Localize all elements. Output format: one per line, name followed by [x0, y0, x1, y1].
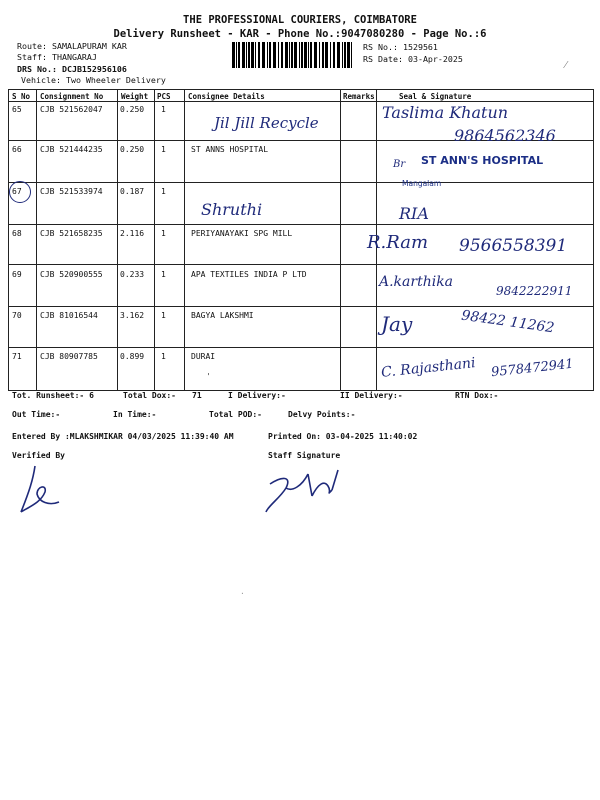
- row-pcs: 1: [161, 270, 166, 279]
- col-remarks: Remarks: [343, 92, 375, 101]
- delvy-points: Delvy Points:-: [288, 410, 356, 419]
- runsheet-table: [8, 89, 594, 391]
- verifier-signature: [15, 462, 65, 518]
- pen-mark: ⁄: [565, 60, 567, 71]
- row-weight: 0.233: [120, 270, 145, 279]
- runsheet-subtitle: Delivery Runsheet - KAR - Phone No.:9047080280 - Page No.:6: [113, 28, 487, 40]
- rs-date: RS Date: 03-Apr-2025: [363, 54, 463, 64]
- row-weight: 0.250: [120, 145, 145, 154]
- row-sno: 67: [12, 187, 22, 196]
- row-consignment: CJB 80907785: [40, 352, 98, 361]
- handwritten-signature: Taslima Khatun: [382, 103, 509, 122]
- route-label: Route: SAMALAPURAM KAR: [17, 41, 127, 51]
- handwritten-signature: R.Ram: [367, 232, 429, 253]
- stray-mark: ': [206, 372, 211, 381]
- row-consignee: PERIYANAYAKI SPG MILL: [191, 229, 293, 238]
- handwritten-signature: Jay: [381, 312, 413, 336]
- row-pcs: 1: [161, 187, 166, 196]
- in-time: In Time:-: [113, 410, 157, 419]
- total-dox-value: 71: [192, 391, 202, 400]
- row-pcs: 1: [161, 311, 166, 320]
- stray-mark: ·: [240, 589, 245, 598]
- handwritten-phone: 9566558391: [459, 236, 568, 256]
- col-pcs: PCS: [157, 92, 171, 101]
- row-consignment: CJB 521562047: [40, 105, 103, 114]
- staff-signature: [262, 462, 352, 514]
- handwritten-phone: 9842222911: [496, 284, 573, 298]
- vehicle-label: Vehicle: Two Wheeler Delivery: [21, 75, 166, 85]
- total-pod: Total POD:-: [209, 410, 262, 419]
- barcode: [232, 42, 356, 68]
- row-weight: 0.250: [120, 105, 145, 114]
- row-consignee: BAGYA LAKSHMI: [191, 311, 254, 320]
- row-weight: 2.116: [120, 229, 145, 238]
- ii-delivery: II Delivery:-: [340, 391, 403, 400]
- row-weight: 0.899: [120, 352, 145, 361]
- col-consignment: Consignment No: [40, 92, 104, 101]
- row-consignment: CJB 520900555: [40, 270, 103, 279]
- col-sno: S No: [12, 92, 31, 101]
- col-seal: Seal & Signature: [399, 92, 472, 101]
- col-consignee: Consignee Details: [188, 92, 265, 101]
- drs-number: DRS No.: DCJB152956106: [17, 64, 127, 74]
- hospital-stamp: ST ANN'S HOSPITAL: [421, 154, 544, 167]
- out-time: Out Time:-: [12, 410, 61, 419]
- printed-on: Printed On: 03-04-2025 11:40:02: [268, 432, 418, 441]
- row-sno: 71: [12, 352, 22, 361]
- handwritten-consignee: Jil Jill Recycle: [214, 114, 319, 132]
- row-consignment: CJB 81016544: [40, 311, 98, 320]
- row-sno: 68: [12, 229, 22, 238]
- staff-signature-label: Staff Signature: [268, 451, 341, 460]
- row-pcs: 1: [161, 229, 166, 238]
- rs-number: RS No.: 1529561: [363, 42, 438, 52]
- company-title: THE PROFESSIONAL COURIERS, COIMBATORE: [183, 14, 417, 26]
- row-consignee: APA TEXTILES INDIA P LTD: [191, 270, 307, 279]
- handwritten-signature: RIA: [399, 204, 429, 223]
- verified-by-label: Verified By: [12, 451, 65, 460]
- row-consignee: DURAI: [191, 352, 216, 361]
- row-weight: 0.187: [120, 187, 145, 196]
- row-sno: 66: [12, 145, 22, 154]
- staff-label: Staff: THANGARAJ: [17, 52, 97, 62]
- handwritten-signature: A.karthika: [379, 274, 454, 290]
- tot-runsheet: Tot. Runsheet:- 6: [12, 391, 94, 400]
- handwritten-consignee: Shruthi: [201, 200, 263, 219]
- stamp-address: Mangalam: [402, 179, 442, 188]
- row-pcs: 1: [161, 352, 166, 361]
- entered-by: Entered By :MLAKSHMIKAR 04/03/2025 11:39:40 AM: [12, 432, 234, 441]
- stamp-initials: Br: [393, 159, 406, 170]
- row-consignment: CJB 521658235: [40, 229, 103, 238]
- row-sno: 65: [12, 105, 22, 114]
- handwritten-phone: 9578472941: [490, 356, 575, 381]
- row-consignment: CJB 521533974: [40, 187, 103, 196]
- row-sno: 69: [12, 270, 22, 279]
- rtn-dox: RTN Dox:-: [455, 391, 499, 400]
- row-consignment: CJB 521444235: [40, 145, 103, 154]
- row-pcs: 1: [161, 105, 166, 114]
- row-consignee: ST ANNS HOSPITAL: [191, 145, 269, 154]
- col-weight: Weight: [121, 92, 149, 101]
- i-delivery: I Delivery:-: [228, 391, 286, 400]
- handwritten-phone: 9864562346: [454, 126, 556, 145]
- total-dox-label: Total Dox:-: [123, 391, 176, 400]
- row-weight: 3.162: [120, 311, 145, 320]
- row-pcs: 1: [161, 145, 166, 154]
- handwritten-signature: C. Rajasthani: [380, 355, 477, 381]
- row-sno: 70: [12, 311, 22, 320]
- handwritten-phone: 98422 11262: [460, 307, 556, 337]
